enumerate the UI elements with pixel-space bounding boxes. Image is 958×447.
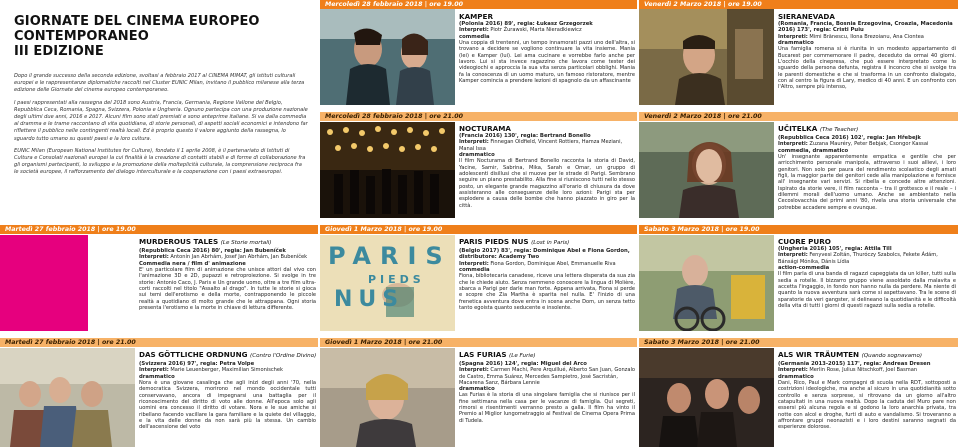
- film-meta: (Ungheria 2016) 105', regia: Attila Till: [778, 246, 892, 252]
- date-bar: Sabato 3 Marzo 2018 | ore 19.00: [639, 225, 958, 234]
- date-bar: Venerdì 2 Marzo 2018 | ore 19.00: [639, 0, 958, 9]
- film-cast-label: Interpreti:: [778, 33, 808, 40]
- film-synopsis: Una famiglia romena si è riunita in un modesto appartamento di Bucarest per commemorare il padre, deceduto da ormai 40 giorni. L'occhio della cinepresa, che può essere interpretato come lo sguardo della persona defunta, registra il inconcro che si svolge tra le parenti domestiche e che si trasforma in un confronto dialogato, con al centro la figura di Lary, medico di 40 anni. E un confronto con l'Altro, sempre più intenso,: [778, 46, 956, 91]
- nocturama-poster: [320, 122, 455, 218]
- film-title: NOCTURAMA: [459, 124, 511, 133]
- film-subtitle: (Le Storie mortali): [220, 240, 272, 246]
- kamper-poster: [320, 9, 455, 105]
- date-bar: Martedì 27 febbraio 2018 | ore 21.00: [0, 338, 318, 347]
- film-genre: commedia, drammatico: [778, 147, 849, 154]
- film-meta: (Repubblica Ceca 2016) 102', regia: Jan Hřebejk: [778, 135, 921, 141]
- film-entry: [778, 350, 956, 447]
- film-title: SIERANEVADA: [778, 12, 835, 21]
- film-genre: drammatico: [459, 386, 495, 393]
- film-cast: Fenyvesi Zoltán, Thuróczy Szabolcs, Fekete Ádám, Bánsági Mónika, Dánis Lídia: [778, 252, 938, 265]
- film-subtitle: (Le Furie): [509, 353, 536, 359]
- als-wir-traeumten-poster: [639, 348, 774, 447]
- paris-poster-title: PARIS: [328, 242, 452, 270]
- film-synopsis: Una coppia di trentenni, un tempo innamorati pazzi uno dell'altra, si trovano a decidere se vogliono continuare la vita insieme. Mania (lei) e Kamper (lui). Lei ama cucinare e vorrebbe farlo anche per lavoro. Lui si sta invece ragazzino che lavora come tester dei videogiochi e approccia la sua vita senza particolari obblighi. Mania fa la conoscenza di un uomo maturo, un famoso ristoratore, mentre Kamper comincia a prendere lezioni di spagnolo da un affascinante: [459, 40, 635, 85]
- film-genre: Commedia nera / film d' animazione: [139, 260, 246, 267]
- film-cast-label: Interpreti:: [459, 27, 489, 34]
- film-cast-label: Interpreti:: [778, 367, 808, 374]
- film-cast-label: Interpreti:: [139, 254, 169, 261]
- film-synopsis: Il film parla di una banda di ragazzi capeggiata da un killer, tutti sulla sedia a rotelle. Il bizzarro gruppo viene assoldato dalla malavita e accetta l'ingaggio, in fondo non hanno nulla da perdere. Ma niente di quanto la nuova avventura sarà come si aspettavano. Tra le scene di sparatorie da veri gangster, si delineano la quotidianità e le difficoltà della vita di tutti i giorni di questi ragazzi sulla sedia a rotelle.: [778, 271, 956, 309]
- film-title: MURDEROUS TALES: [139, 237, 219, 246]
- film-cast-label: Interpreti:: [778, 252, 808, 259]
- intro-paragraph-2: I paesi rappresentati alla rassegna del 2018 sono Austria, Francia, Germania, Regione Vallone del Belgio, Repubblica Ceca, Romania, Spagna, Svizzera, Polonia e Ungheria. Ognuno partecipa con una produzione nazionale degli ultimi due anni, 2016 e 2017. Alcuni film sono stati premiati e sono anteprime italiane. Si va dalla commedia al dramma e le trame raccontano di vita quotidiana, di storie personali, di aspetti sociali economici e intendono far riflettere il pubblico nelle contingenti realtà locali. Ed è proprio questo il valore aggiunto della rassegna, lo sguardo tutto umano su questi paesi e la loro cultura.: [14, 99, 308, 142]
- film-title: UČITELKA: [778, 124, 818, 133]
- film-cast-label: Interpreti:: [459, 260, 489, 267]
- film-synopsis: Dani, Rico, Paul e Mark compagni di scuola nella RDT, sottoposti a costrizioni ideologiche, ma anche al sicuro in una quotidianità sotto controllo e senza sorprese, si ritrovano da un giorno all'altro catapultati in una nuova realtà. Dopo la caduta del Muro pare non essersi più alcuna regola e si godono la loro anarchia privata, tra notte con alcol e droghe, furti di auto e vandalismo. Si troveranno a affrontare gruppi neonazisti e i loro destini saranno segnati da esperienze dolorose.: [778, 380, 956, 431]
- film-synopsis: Las Furias è la storia di una singolare famiglia che si riunisce per il fine settimana nella casa per le vacanze di famiglia. Qui segreti, rimorsi e risentimenti verranno presto a galla. Il film ha vinto il Premio al Miglior lungometraggio al Festival de Cinema Opera Prima di Tudela.: [459, 392, 635, 424]
- film-title: ALS WIR TRÄUMTEN: [778, 350, 860, 359]
- las-furias-poster: [320, 348, 455, 447]
- film-entry: [778, 237, 956, 336]
- date-bar: Venerdì 2 Marzo 2018 | ore 21.00: [639, 112, 958, 121]
- date-bar: Mercoledì 28 febbraio 2018 | ore 21.00: [320, 112, 637, 121]
- film-cast-label: Interpreti:: [459, 367, 489, 374]
- film-genre: drammatico: [778, 373, 814, 380]
- film-meta: (Repubblica Ceca 2016) 80', regia: Jan Bubeníček: [139, 248, 286, 254]
- film-entry: [139, 350, 316, 447]
- film-title: LAS FURIAS: [459, 350, 507, 359]
- film-subtitle: (Contro l'Ordine Divino): [250, 353, 316, 359]
- film-title: PARIS PIEDS NUS: [459, 237, 529, 246]
- film-cast: Fiona Gordon, Dominique Abel, Emmanuelle Riva: [490, 260, 616, 267]
- film-title: CUORE PURO: [778, 237, 831, 246]
- paris-poster-line2: PIEDS: [368, 273, 425, 286]
- film-subtitle: (Lost in Paris): [531, 240, 570, 246]
- film-entry: [459, 350, 635, 447]
- film-meta: (Svizzera 2016) 97', regia: Petra Volpe: [139, 361, 255, 367]
- film-cast-label: Interpreti:: [778, 141, 808, 148]
- murderous-tales-poster: [0, 235, 135, 331]
- date-bar: Giovedì 1 Marzo 2018 | ore 19.00: [320, 225, 637, 234]
- film-genre: action-commedia: [778, 264, 830, 271]
- film-synopsis: E' un particolare film di animazione che unisce attori dal vivo con l'animazione 3D e 2D, pupazzi e retroproiezione. Si svolge in tre storie: Antonio Caco, J. Paris e Un grande uomo, oltre a tre film ultra-corti raccolti nel titolo "Assalto al drago". In tutte le storie si gioca sui temi dell'erotismo e della morte, contrapponendo le piccole realtà a quotidiano di molto grande che le attrappana. Ogni storia presenta l'erotismo e la morte in chiave di lettura differente.: [139, 267, 316, 312]
- date-bar: Mercoledì 28 febbraio 2018 | ore 19.00: [320, 0, 637, 9]
- intro-paragraph-3: EUNIC Milan (European National Institutes for Culture), fondato il 1 aprile 2008, è il partenariato di Istituti di Cultura e Consolati nazionali europei la cui finalità è la creazione di contatti stabili e di forme di collaborazione fra gli organismi partecipanti, lo sviluppo e la promozione della molteplicità culturale, la comprensione reciproca fra le società europee, il rafforzamento del dialogo interculturale e la cooperazione con i paesi extraeuropei.: [14, 147, 306, 176]
- paris-pieds-nus-poster: [320, 235, 455, 331]
- ucitelka-poster: [639, 122, 774, 218]
- film-synopsis: Nora è una giovane casalinga che agli inizi degli anni '70, nella democratica Svizzera, morirono nel mondo occidentale tutti conservavano, ancora di impegnarsi una battaglia per il riconoscimento del diritto di voto alle donne. All'epoca solo agli uomini era concesso il diritto di votare. Nora e le sue amiche si ribellano facendo vacillare la gara familiare e la quiete del villaggio, e la vita delle donne da non sarà più la stessa. Un cambio dell'ascensione del voto: [139, 380, 316, 431]
- film-meta: (Spagna 2016) 124', regia: Miguel del Arco: [459, 361, 587, 367]
- film-title: DAS GÖTTLICHE ORDNUNG: [139, 350, 248, 359]
- film-cast: Mimi Brănescu, Ilona Brezoianu, Ana Ciontea: [809, 33, 924, 40]
- film-genre: drammatico: [139, 373, 175, 380]
- film-entry: [459, 124, 635, 223]
- intro-edition: III EDIZIONE: [14, 44, 104, 59]
- sieranevada-poster: [639, 9, 774, 105]
- film-synopsis: Il film Nocturama di Bertrand Bonello racconta la storia di David, Yacine, Samir, Sabrina, Mika, Sarah e Omar, un gruppo di adolescenti disillusi che si muove per le strade di Parigi. Sembrano seguire un piano prestabilito. Alla fine si riuniscono tutti nello stesso posto, un elegante grande magazzino all'orario di chiusura da dove assisteranno alle conseguenze delle loro azioni: Parigi sta per esplodere a causa delle bombe che hanno piazzato in giro per la città.: [459, 158, 635, 209]
- intro-title: GIORNATE DEL CINEMA EUROPEO CONTEMPORANEO: [14, 14, 260, 44]
- film-cast: Carmen Machi, Pere Arquillué, Alberto San Juan, Gonzalo de Castro, Emma Suárez, Mercedes Sampietro, José Sacristán, Macarena Sanz, Bárbara Lennie: [459, 367, 635, 386]
- film-cast: Finnegan Oldfield, Vincent Rottiers, Hamza Meziani, Manal Issa: [459, 139, 623, 152]
- film-cast: Zuzana Mauréry, Peter Bebjak, Csongor Kassai: [809, 141, 929, 148]
- film-cast: Piotr Żurawski, Marta Nieradkiewicz: [490, 27, 582, 34]
- film-cast: Merlin Rose, Julius Nitschkoff, Joel Basman: [809, 367, 918, 374]
- film-cast: Marie Leuenberger, Maximilian Simonischek: [170, 367, 283, 374]
- goettliche-ordnung-poster: [0, 348, 135, 447]
- film-genre: commedia: [459, 267, 490, 274]
- intro-panel: [0, 0, 320, 222]
- film-entry: [139, 237, 316, 336]
- film-genre: drammatico: [459, 151, 495, 158]
- film-cast-label: Interpreti:: [459, 139, 489, 146]
- film-meta: (Belgio 2017) 83', regia: Dominique Abel e Fiona Gordon, distributore: Academy Two: [459, 248, 630, 261]
- film-synopsis: Un' insegnante apparentemente empatica e gentile che per arricchimento personale manipola, attraverso i suoi allievi, i loro genitori. Non solo per paura del rendimento scolastico degli amati figli, la maggior parte dei genitori cede alla manipolazione e fornisce all' insegnante vari servizi. Si ribella e concede altre attenzioni. Ispirato da storie vere, il film racconta – tra il grottesco e il reale – i dilemmi morali dell'uomo umano. Anche se ambientato nella Cecoslovacchia dei primi anni '80, rivela una storia universale che potrebbe accadere sempre e ovunque.: [778, 154, 956, 211]
- date-bar: Giovedì 1 Marzo 2018 | ore 21.00: [320, 338, 637, 347]
- film-genre: commedia: [459, 33, 490, 40]
- film-meta: (Polonia 2016) 89', regia: Łukasz Grzegorzek: [459, 21, 593, 27]
- date-bar: Sabato 3 Marzo 2018 | ore 21.00: [639, 338, 958, 347]
- date-bar: Martedì 27 febbraio 2018 | ore 19.00: [0, 225, 318, 234]
- paris-poster-line3: NUS: [334, 287, 405, 312]
- film-entry: [459, 237, 635, 336]
- film-entry: [778, 124, 956, 223]
- film-cast: Antonín Jan Abrhám, Josef Jan Abrhám, Jan Bubeníček: [170, 254, 308, 261]
- film-entry: [778, 12, 956, 110]
- film-meta: (Romania, Francia, Bosnia Erzegovina, Croazia, Macedonia 2016) 173', regia: Cristi Puiu: [778, 21, 953, 34]
- film-subtitle: (Quando sognavamo): [861, 353, 923, 359]
- cuore-puro-poster: [639, 235, 774, 331]
- film-entry: [459, 12, 635, 110]
- intro-paragraph-1: Dopo il grande successo della seconda edizione, svoltasi a febbraio 2017 al CINEMA MIMAT, gli istituti culturali europei e le rappresentanze diplomatiche raccolti nel Cluster EUNIC Milan, invitano il pubblico milanese alla terza edizione delle Giornate del cinema europeo contemporaneo.: [14, 73, 305, 94]
- film-cast-label: Interpreti:: [139, 367, 169, 374]
- film-genre: drammatico: [778, 40, 814, 47]
- film-meta: (Germania 2013-2015) 117', regia: Andreas Dresen: [778, 361, 931, 367]
- film-synopsis: Fiona, bibliotecaria canadese, riceve una lettera disperata da sua zia che le chiede aiuto. Senza nemmeno conoscere la lingua di Molière, sbarca a Parigi per darle man forte. Appena arrivata, Fiona si perde e scopre che Zia Martha è sparita nel nulla. E' l'inizio di una frenetica avventura dove entra in scena anche Dom, un senza tetto tanto egoista quanto seducente e insolente.: [459, 273, 635, 312]
- film-title: KAMPER: [459, 12, 493, 21]
- film-meta: (Francia 2016) 130', regia: Bertrand Bonello: [459, 133, 591, 139]
- film-subtitle: (The Teacher): [819, 127, 859, 133]
